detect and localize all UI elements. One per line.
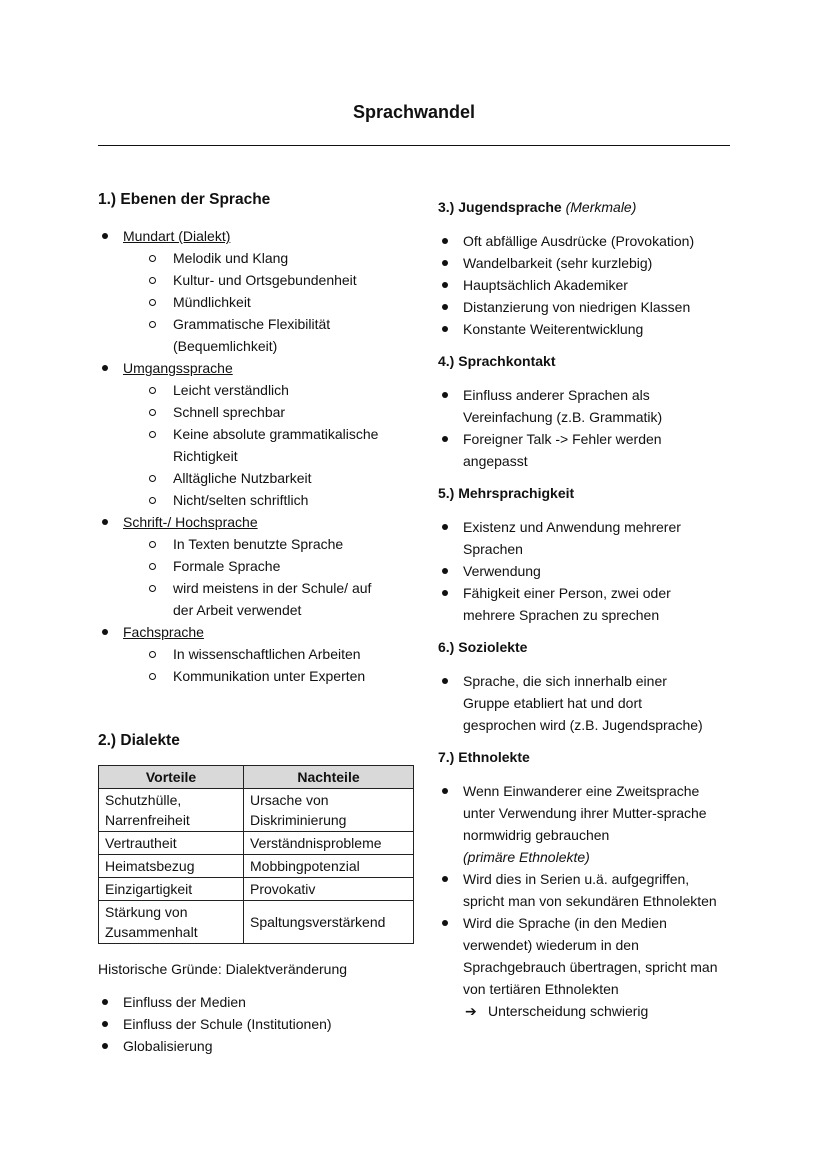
item-note: (primäre Ethnolekte) <box>463 849 590 865</box>
ebenen-list <box>98 225 428 247</box>
list-item: Hauptsächlich Akademiker <box>438 274 738 296</box>
list-item: Mündlichkeit <box>98 291 428 313</box>
mehrsprachigkeit-list <box>438 516 738 626</box>
fach-sublist <box>98 643 428 687</box>
historisch-list <box>98 991 428 1057</box>
table-row <box>99 878 414 901</box>
list-item: Melodik und Klang <box>98 247 428 269</box>
table-cell: Spaltungsverstärkend <box>244 901 414 944</box>
sprachkontakt-list <box>438 384 738 472</box>
ebenen-list-2 <box>98 357 428 379</box>
list-item: Einfluss der Schule (Institutionen) <box>98 1013 428 1035</box>
list-item <box>98 357 428 379</box>
list-item: Existenz und Anwendung mehrerer Sprachen <box>438 516 738 560</box>
list-item: Wird dies in Serien u.ä. aufgegriffen, spricht man von sekundären Ethnolekten <box>438 868 738 912</box>
table-cell: Einzigartigkeit <box>99 878 244 901</box>
list-item: Grammatische Flexibilität (Bequemlichkeit) <box>98 313 428 357</box>
list-item: Distanzierung von niedrigen Klassen <box>438 296 738 318</box>
ethnolekte-list <box>438 780 738 1000</box>
section-jugendsprache-heading <box>438 197 738 217</box>
list-item: wird meistens in der Schule/ auf der Arbeit verwendet <box>98 577 428 621</box>
list-item: Sprache, die sich innerhalb einer Gruppe etabliert hat und dort gesprochen wird (z.B. Jugendsprache) <box>438 670 738 736</box>
table-cell: Provokativ <box>244 878 414 901</box>
item-text: Wenn Einwanderer eine Zweitsprache unter Verwendung ihrer Mutter-sprache normwidrig gebrauchen <box>463 783 707 843</box>
list-item: Einfluss der Medien <box>98 991 428 1013</box>
item-label: Schrift-/ Hochsprache <box>123 514 258 530</box>
list-item: Konstante Weiterentwicklung <box>438 318 738 340</box>
list-item <box>98 511 428 533</box>
heading-text: 3.) Jugendsprache <box>438 199 562 215</box>
item-label: Mundart (Dialekt) <box>123 228 231 244</box>
table-cell: Ursache von Diskriminierung <box>244 789 414 832</box>
section-ebenen-heading: 1.) Ebenen der Sprache <box>98 191 271 208</box>
table-row <box>99 901 414 944</box>
page-title: Sprachwandel <box>352 102 476 122</box>
column-header: Vorteile <box>99 766 244 789</box>
list-item: Alltägliche Nutzbarkeit <box>98 467 428 489</box>
conclusion-line <box>438 1000 738 1022</box>
table-cell: Vertrautheit <box>99 832 244 855</box>
list-item: In Texten benutzte Sprache <box>98 533 428 555</box>
table-cell: Heimatsbezug <box>99 855 244 878</box>
section-mehrsprachigkeit-heading: 5.) Mehrsprachigkeit <box>438 485 575 501</box>
right-column <box>438 197 738 1022</box>
historisch-label: Historische Gründe: Dialektveränderung <box>98 961 348 977</box>
list-item: In wissenschaftlichen Arbeiten <box>98 643 428 665</box>
ebenen-list-3 <box>98 511 428 533</box>
section-ethnolekte-heading: 7.) Ethnolekte <box>438 749 530 765</box>
list-item: Kultur- und Ortsgebundenheit <box>98 269 428 291</box>
table-row <box>99 789 414 832</box>
list-item: Fähigkeit einer Person, zwei oder mehrere Sprachen zu sprechen <box>438 582 738 626</box>
table-cell: Mobbingpotenzial <box>244 855 414 878</box>
schrift-sublist <box>98 533 428 621</box>
left-column <box>98 190 428 1057</box>
table-cell: Schutzhülle, Narrenfreiheit <box>99 789 244 832</box>
dialekte-table <box>98 765 414 944</box>
ebenen-list-4 <box>98 621 428 643</box>
list-item: Wird die Sprache (in den Medien verwendet) wiederum in den Sprachgebrauch übertragen, spricht man von tertiären Ethnolekten <box>438 912 738 1000</box>
soziolekte-list <box>438 670 738 736</box>
list-item: Foreigner Talk -> Fehler werden angepasst <box>438 428 738 472</box>
conclusion-text: Unterscheidung schwierig <box>488 1003 649 1019</box>
list-item: Einfluss anderer Sprachen als Vereinfachung (z.B. Grammatik) <box>438 384 738 428</box>
mundart-sublist <box>98 247 428 357</box>
section-dialekte-heading: 2.) Dialekte <box>98 732 180 749</box>
item-label: Fachsprache <box>123 624 204 640</box>
list-item: Verwendung <box>438 560 738 582</box>
column-header: Nachteile <box>244 766 414 789</box>
heading-note: (Merkmale) <box>565 199 637 215</box>
jugendsprache-list <box>438 230 738 340</box>
title-rule <box>98 145 730 146</box>
table-row <box>99 855 414 878</box>
table-row <box>99 832 414 855</box>
section-sprachkontakt-heading: 4.) Sprachkontakt <box>438 353 556 369</box>
list-item: Wandelbarkeit (sehr kurzlebig) <box>438 252 738 274</box>
list-item: Globalisierung <box>98 1035 428 1057</box>
list-item <box>98 225 428 247</box>
table-cell: Stärkung von Zusammenhalt <box>99 901 244 944</box>
umgang-sublist <box>98 379 428 511</box>
list-item <box>438 780 738 868</box>
item-label: Umgangssprache <box>123 360 233 376</box>
list-item: Nicht/selten schriftlich <box>98 489 428 511</box>
list-item: Oft abfällige Ausdrücke (Provokation) <box>438 230 738 252</box>
list-item: Formale Sprache <box>98 555 428 577</box>
list-item: Leicht verständlich <box>98 379 428 401</box>
table-header-row <box>99 766 414 789</box>
list-item: Kommunikation unter Experten <box>98 665 428 687</box>
list-item <box>98 621 428 643</box>
list-item: Schnell sprechbar <box>98 401 428 423</box>
list-item: Keine absolute grammatikalische Richtigkeit <box>98 423 428 467</box>
table-cell: Verständnisprobleme <box>244 832 414 855</box>
arrow-right-icon: ➔ <box>465 1003 477 1019</box>
section-soziolekte-heading: 6.) Soziolekte <box>438 639 528 655</box>
